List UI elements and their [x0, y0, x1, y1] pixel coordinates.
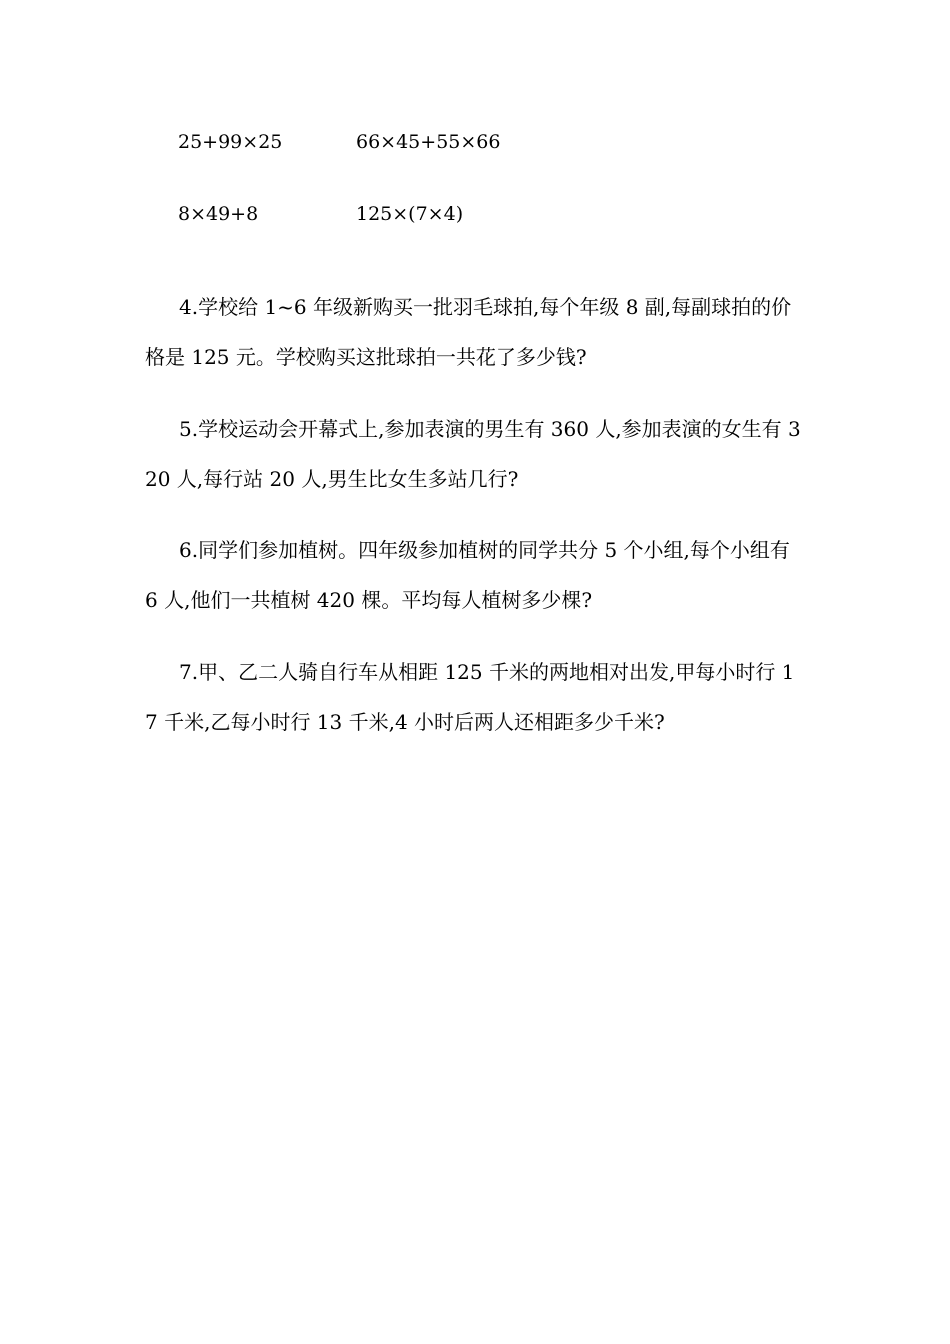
word-problem-4: 4.学校给 1~6 年级新购买一批羽毛球拍,每个年级 8 副,每副球拍的价格是 125 元。学校购买这批球拍一共花了多少钱? — [145, 295, 792, 369]
calculation-row — [178, 199, 828, 229]
word-problem-6: 6.同学们参加植树。四年级参加植树的同学共分 5 个小组,每个小组有 6 人,他们一共植树 420 棵。平均每人植树多少棵? — [145, 538, 790, 612]
word-problem-5: 5.学校运动会开幕式上,参加表演的男生有 360 人,参加表演的女生有 320 人,每行站 20 人,男生比女生多站几行? — [145, 417, 801, 491]
calculation-row — [178, 127, 828, 157]
calculation-expression: 66×45+55×66 — [356, 131, 501, 153]
calculation-expression: 125×(7×4) — [356, 203, 464, 225]
calculation-expression: 8×49+8 — [178, 203, 259, 225]
word-problem-7: 7.甲、乙二人骑自行车从相距 125 千米的两地相对出发,甲每小时行 17 千米,乙每小时行 13 千米,4 小时后两人还相距多少千米? — [145, 660, 795, 734]
calculation-expression: 25+99×25 — [178, 131, 283, 153]
